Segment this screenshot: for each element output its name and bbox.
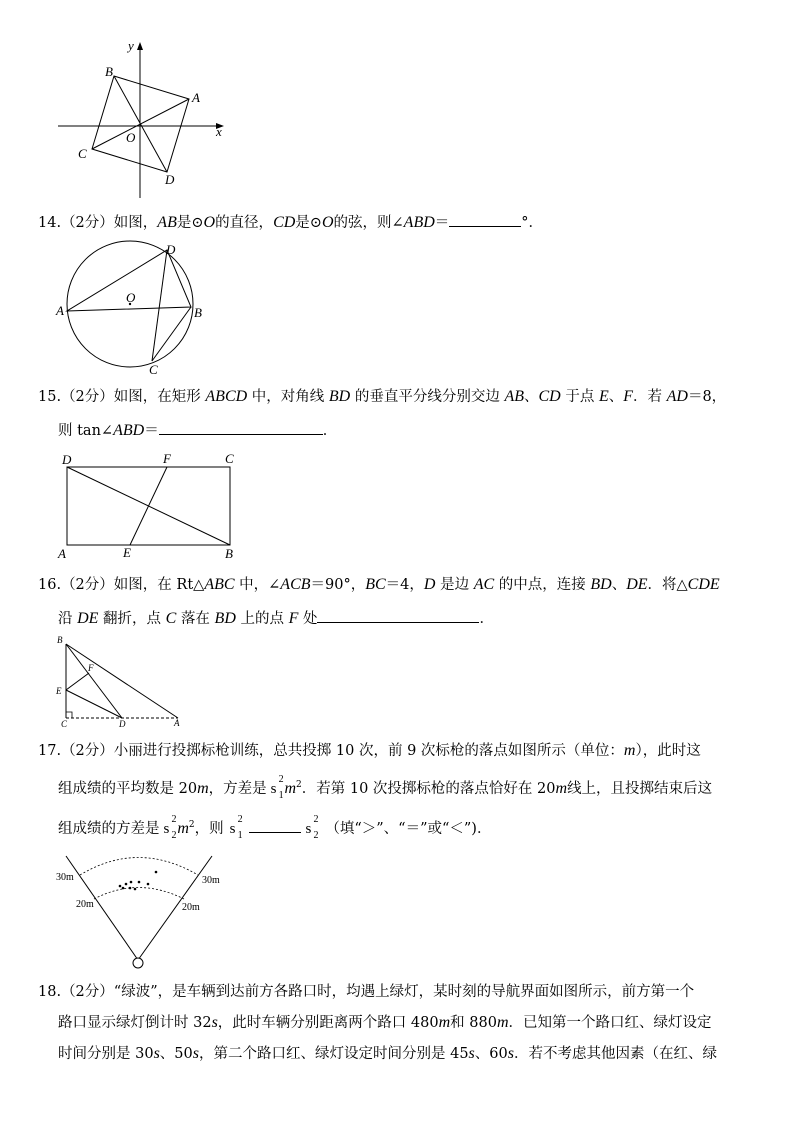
q15-text: 如图，在矩形: [113, 389, 201, 405]
q15-e: E: [598, 388, 609, 405]
question-15-line2: [58, 420, 337, 440]
label-b: B: [57, 635, 63, 645]
q15-points: （2分）: [61, 389, 114, 405]
variance-s2: [305, 813, 319, 841]
q18-unit: m: [496, 1014, 509, 1031]
q17-unit: m: [197, 779, 209, 797]
right-angle-mark: [66, 712, 72, 718]
q15-text: ＝: [144, 423, 159, 439]
q17-text: 线上，且投掷结束后这: [567, 780, 713, 797]
label-f: F: [88, 663, 94, 673]
label-20m-left: 20m: [76, 899, 94, 910]
q17-text: 小丽进行投掷标枪训练，总共投掷 10 次，前 9 次标枪的落点如图所示（单位：: [113, 743, 624, 759]
superscript: 2: [278, 773, 284, 785]
figure-q16: [52, 632, 192, 730]
throw-circle: [133, 958, 143, 968]
answer-blank-15[interactable]: [159, 420, 323, 435]
q18-unit: s: [211, 1014, 218, 1031]
q14-ab: AB: [157, 214, 177, 231]
q17-unit: m: [284, 779, 297, 797]
q16-text: 、: [611, 577, 627, 593]
variance-s1: [229, 813, 243, 841]
segment-ef: [130, 467, 167, 545]
q18-unit: s: [468, 1045, 475, 1062]
label-d: D: [166, 242, 176, 257]
q15-text: 则 tan∠: [58, 423, 114, 439]
q18-points: （2分）: [61, 984, 114, 1000]
label-f: F: [163, 451, 171, 466]
q18-text: ，此时车辆分别距离两个路口 480: [217, 1015, 439, 1031]
q15-f: F: [623, 388, 634, 405]
q17-text: 组成绩的平均数是 20: [58, 780, 198, 797]
landing-point: [130, 881, 133, 884]
q17-points: （2分）: [61, 743, 114, 759]
q14-o: O: [203, 214, 216, 231]
question-18-line3: [58, 1045, 717, 1063]
q15-ad: AD: [666, 388, 688, 405]
s-symbol: s: [163, 820, 170, 837]
label-y: y: [128, 38, 134, 53]
q14-points: （2分）: [61, 215, 114, 231]
unit-exponent: 2: [296, 780, 302, 790]
question-16: [38, 576, 720, 594]
superscript: 2: [171, 813, 177, 825]
q18-text: ．若不考虑其他因素（在红、绿: [513, 1046, 717, 1062]
question-18: [38, 983, 694, 1001]
q18-text: ，第二个路口红、绿灯设定时间分别是 45: [198, 1046, 469, 1062]
q18-text: 、50: [159, 1046, 193, 1062]
s-symbol: s: [305, 820, 312, 837]
label-o: O: [126, 290, 136, 305]
arc-20m: [94, 888, 184, 900]
label-30m-right: 30m: [202, 875, 220, 886]
landing-point: [125, 883, 128, 886]
q15-number: 15.: [38, 389, 62, 405]
label-c: C: [149, 362, 158, 377]
q16-bd: BD: [590, 576, 612, 593]
landing-point: [155, 871, 158, 874]
landing-point: [147, 883, 150, 886]
q16-text: 翻折，点: [103, 611, 162, 627]
figure-q14: [54, 238, 214, 380]
q18-text: 路口显示绿灯倒计时 32: [58, 1015, 212, 1031]
q18-unit: s: [192, 1045, 199, 1062]
q14-cd: CD: [273, 214, 296, 231]
q14-number: 14.: [38, 215, 62, 231]
q17-text: ．若第 10 次投掷标枪的落点恰好在 20: [301, 780, 556, 797]
q15-sep: 、: [608, 389, 624, 405]
q16-text: 是边: [440, 577, 470, 593]
q14-o: O: [321, 214, 334, 231]
arc-30m: [80, 858, 198, 876]
q16-text: 沿: [58, 611, 73, 627]
q17-text: ），此时这: [635, 743, 701, 759]
q16-de: DE: [77, 610, 99, 627]
q17-unit: m: [177, 819, 189, 837]
landing-point: [134, 888, 137, 891]
q16-abc: ABC: [204, 576, 235, 593]
label-b: B: [225, 546, 233, 561]
segment-ef: [66, 673, 89, 690]
q16-text: 上的点: [240, 611, 284, 627]
q14-tail: °．: [521, 215, 544, 231]
label-b: B: [105, 64, 113, 79]
question-14: [38, 212, 543, 232]
q15-bd: BD: [328, 388, 351, 405]
q16-points: （2分）: [61, 577, 114, 593]
q15-text: ．若: [633, 389, 663, 405]
s-symbol: s: [229, 820, 236, 837]
q16-text: ＝4，: [385, 577, 424, 593]
figure-q13: [50, 32, 240, 204]
q15-tail: ．: [322, 423, 338, 439]
label-d: D: [165, 172, 175, 187]
side-ab: [66, 644, 178, 718]
q18-unit: s: [153, 1045, 160, 1062]
s-symbol: s: [270, 780, 277, 797]
question-15: [38, 388, 726, 406]
q14-text: 是⊙: [176, 215, 204, 231]
landing-point: [138, 881, 141, 884]
q17-number: 17.: [38, 743, 62, 759]
q17-text: 组成绩的方差是: [58, 820, 160, 837]
q18-text: ．已知第一个路口红、绿灯设定: [508, 1015, 712, 1031]
q14-text: 的直径，: [215, 215, 274, 231]
q17-unit: m: [623, 742, 636, 759]
label-a: A: [174, 718, 180, 728]
q15-sep: 、: [524, 389, 539, 405]
question-18-line2: [58, 1014, 712, 1032]
landing-point: [119, 885, 122, 888]
q16-tail: ．: [479, 611, 494, 627]
q16-ac: AC: [473, 576, 495, 593]
subscript: 1: [237, 829, 243, 841]
q14-text: ＝: [434, 215, 450, 231]
q18-unit: s: [507, 1045, 514, 1062]
label-c: C: [78, 146, 87, 161]
q14-abd: ABD: [403, 214, 435, 231]
q17-text: （填“＞”、“＝”或“＜”)．: [325, 820, 492, 837]
label-b: B: [194, 305, 202, 320]
q14-text: 是⊙: [295, 215, 322, 231]
label-x: x: [216, 124, 222, 139]
q14-text: 的弦，则∠: [333, 215, 404, 231]
q15-text: 中，对角线: [251, 389, 325, 405]
q18-text: 和 880: [450, 1015, 497, 1031]
q15-ab: AB: [504, 388, 524, 405]
q16-f: F: [288, 610, 299, 627]
label-30m-left: 30m: [56, 872, 74, 883]
q16-text: 如图，在 Rt△: [113, 577, 205, 593]
segment-bd: [66, 644, 122, 718]
q15-text: 的垂直平分线分别交边: [354, 389, 500, 405]
label-e: E: [56, 686, 62, 696]
q16-text: 的中点，连接: [498, 577, 586, 593]
question-17-line2: [58, 773, 713, 801]
answer-blank-16[interactable]: [317, 608, 479, 623]
q18-text: 时间分别是 30: [58, 1046, 154, 1062]
q17-unit: m: [555, 779, 568, 797]
superscript: 2: [237, 813, 243, 825]
chord-cd: [152, 250, 167, 361]
label-a: A: [192, 90, 200, 105]
figure-q17: [52, 852, 232, 972]
figure-q15: [54, 448, 244, 562]
q18-text: 、60: [474, 1046, 508, 1062]
question-17-line3: [58, 813, 492, 841]
question-17: [38, 742, 701, 760]
answer-blank-14[interactable]: [449, 212, 521, 227]
q17-text: ，则: [194, 820, 224, 837]
answer-blank-17[interactable]: [249, 818, 301, 833]
landing-point: [122, 887, 125, 890]
segment-de: [66, 690, 122, 718]
q16-number: 16.: [38, 577, 62, 593]
q16-text: ．将△: [647, 577, 688, 593]
question-16-line2: [58, 608, 494, 628]
q14-text: 如图，: [113, 215, 158, 231]
unit-exponent: 2: [188, 820, 195, 830]
q18-text: “绿波”，是车辆到达前方各路口时，均遇上绿灯，某时刻的导航界面如图所示，前方第一个: [113, 984, 695, 1000]
y-axis-arrow: [137, 42, 143, 50]
label-a: A: [56, 303, 64, 318]
q16-text: 落在: [180, 611, 210, 627]
sector-right-edge: [138, 856, 212, 960]
subscript: 1: [278, 789, 284, 801]
q15-abcd: ABCD: [205, 388, 248, 405]
label-20m-right: 20m: [182, 902, 200, 913]
q16-text: ＝90°，: [310, 577, 366, 593]
q18-number: 18.: [38, 984, 62, 1000]
q16-cde: CDE: [687, 576, 720, 593]
label-d: D: [119, 719, 126, 729]
label-o: O: [126, 130, 136, 145]
label-d: D: [62, 452, 72, 467]
q15-text: 于点: [565, 389, 595, 405]
q16-bd: BD: [214, 610, 236, 627]
q16-bc: BC: [365, 576, 386, 593]
label-c: C: [61, 719, 68, 729]
q16-de: DE: [626, 576, 648, 593]
q16-acb: ACB: [280, 576, 311, 593]
q16-c: C: [165, 610, 177, 627]
q16-text: 中，∠: [239, 577, 281, 593]
label-a: A: [58, 546, 66, 561]
q15-cd: CD: [538, 388, 561, 405]
q18-unit: m: [438, 1014, 451, 1031]
label-c: C: [225, 451, 234, 466]
subscript: 2: [313, 829, 319, 841]
q16-text: 处: [302, 611, 318, 627]
q16-d: D: [423, 576, 436, 593]
q15-abd: ABD: [113, 422, 145, 439]
q17-text: ，方差是: [208, 780, 267, 797]
superscript: 2: [313, 813, 319, 825]
variance-s2: [163, 813, 177, 841]
variance-s1: [270, 773, 284, 801]
landing-point: [129, 887, 132, 890]
label-e: E: [123, 545, 131, 560]
q15-text: ＝8，: [687, 389, 727, 405]
subscript: 2: [171, 829, 177, 841]
